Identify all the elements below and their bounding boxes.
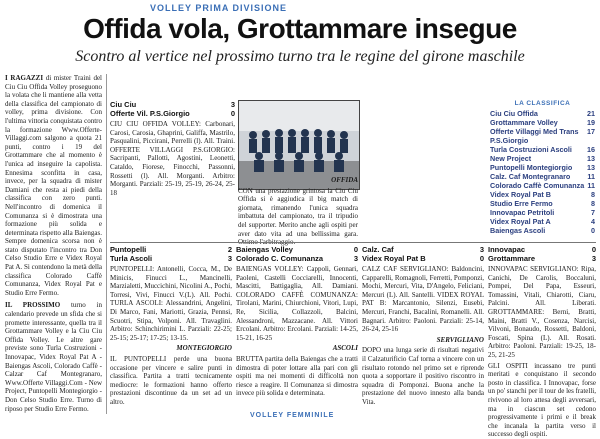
standings-points: 7 [591,208,595,217]
away-score: 3 [353,254,358,263]
standings-team: Offerte Villaggi Med Trans P.S.Giorgio [490,127,579,145]
match-box-calz [362,245,484,415]
home-team: Innovapac [488,245,526,254]
match-teams [110,100,235,118]
standings-points: 8 [591,190,595,199]
standings-points: 13 [587,154,595,163]
match-comment: CON una prestazione grintosa la Ciu Ciu Offida si è aggiudica il big match di giornata, rimanendo l'unica squadra imbattuta del campionato, tra il tripudio del supporter. Merito anche agli ospiti per aver dato vita ad una bellissima gara. [238,186,358,238]
standings-row [490,208,595,217]
location-tag: OFFIDA [331,176,358,184]
location-tag: SERVIGLIANO [436,335,484,344]
away-team: Videx Royal Pat B [362,254,426,263]
match-box-innovapac [488,245,596,439]
standings-points: 16 [587,145,595,154]
home-team: Baiengas Volley [236,245,293,254]
offida-note-box [238,174,358,240]
standings-team: Colorado Caffè Comunanza [490,181,585,190]
match-teams [488,245,596,263]
standings-row [490,154,595,163]
footer-section-label: VOLLEY FEMMINILE [250,412,335,419]
standings-team: Grottammare Volley [490,118,558,127]
match-teams [110,245,232,263]
standings-row [490,181,595,190]
match-report: PUNTOPELLI: Antonelli, Cocca, M., De Minicis, Finucci L., Mancinelli, Marzialetti, Muccichini, Nicolini A., Pochi, Torresi, Vivi, Finucci V.(L). All. Pochi. TURLA ASCOLI: Alessandrini, Angelini, Di Marco, Fani, Mariotti, Grazia, Pennsi, Scuotri, Stipa, Volponi. All. Travaglini. Arbitro: Schinchirimini L. Parziali: 22-25; 25-15; 25-17; 17-25; 13-15. [110,265,232,342]
away-score: 0 [479,254,484,263]
standings-team: Ciu Ciu Offida [490,109,538,118]
paragraph [5,301,102,413]
standings-row [490,217,595,226]
standings-team: Studio Erre Fermo [490,199,553,208]
paragraph-text: turno in calendario prevede un sfida che si promette interessante, quella tra il Grottammare Volley e la Ciu Ciu Offida Volley. Le altre gare previste sono Turla Costruzioni - Innovapac, Videx Royal Pat A - Baiengas Ascoli, Colorado Caffè - Calzar Caf Montegranaro, Www.Offerte Villaggi.Com - New Project, Puntopelli Montegiorgio - Don Celso Studio Erre. Turno di riposo per Studio Erre Fermo. [5,301,102,413]
home-team: Calz. Caf [362,245,394,254]
match-comment: IL PUNTOPELLI perde una buona occasione per vincere e salire punti in classifica. Partita a tratti tecnicamente mediocre: le formazioni hanno offerto prestazioni discontinue da un set ad un altro. [110,354,232,406]
away-score: 0 [230,109,235,118]
away-score: 3 [591,254,596,263]
paragraph-lead: I RAGAZZI [5,74,44,82]
standings-team: Videx Royal Pat A [490,217,551,226]
away-team: Turla Ascoli [110,254,153,263]
standings-row [490,199,595,208]
home-score: 0 [353,245,358,254]
match-teams [236,245,358,263]
column-divider [106,74,107,414]
standings-team: New Project [490,154,532,163]
standings-row [490,145,595,154]
standings-title: LA CLASSIFICA [514,100,571,107]
standings-points: 13 [587,163,595,172]
standings-points: 11 [587,172,595,181]
paragraph-text: di mister Traini del Ciu Ciu Offida Volley proseguono la volata che li mantiene alla vetta della classifica del campionato di volley, prima divisione. Con l'ultima vittoria conquistata contro la formazione Www.Offerte-Villaggi.com salgono a quota 21 punti, contro i 19 del Grottammare che al momento è l'unica ad inseguire la capolista. Ennesima sconfitta in casa, invece, per la squadra di mister Damiani che resta ai piedi della classifica con zero punti. Nell'incontro di domenica il Comunanza si è dimostrata una formazione più solida e determinata rispetto alla Baiengas. Sempre domenica scorsa non è stato disputato l'incontro tra Don Celso Studio Erre e Videx Royal Pat A. Si contendono la metà della classifica Colorado Caffè Comunanza, Videx Royal Pat e Studio Erre Fermo. [5,74,102,297]
home-score: 2 [227,245,232,254]
subheadline: Scontro al vertice nel prossimo turno tra le regine del girone maschile [75,48,525,65]
match-comment: GLI OSPITI incassano tre punti meritati e conquistano il secondo posto in classifica. I Innovapac, forse un po' stanchi per il tour de les fratelli, rivivono al loro attesa degli avversari, ma in ciascun set cedono progressivamente i primi e il break che incanala la partita verso il successo degli ospiti. [488,361,596,439]
standings-points: 0 [591,226,595,235]
away-team: Offerte Vil. P.S.Giorgio [110,109,190,118]
standings-row [490,226,595,235]
away-team: Colorado C. Comunanza [236,254,324,263]
standings-row [490,109,595,118]
paragraph-lead: IL PROSSIMO [5,301,61,310]
standings-team: Innovapac Petritoli [490,208,555,217]
home-score: 3 [230,100,235,109]
standings-table [490,100,595,240]
match-comment: DOPO una lunga serie di risultati negativi il Calzaturificio Caf torna a vincere con un risultato rotondo nel primo set e riprende quota a sopportare il positivo riscontro in squadra di Pomponzi. Buona anche la prestazione del nuovo innesto alla banda Vita. [362,346,484,406]
standings-team: Baiengas Ascoli [490,226,546,235]
headline: Offida vola, Grottammare insegue [83,13,517,44]
away-team: Grottammare [488,254,536,263]
standings-team: Calz. Caf Montegranaro [490,172,571,181]
article-left-column [5,74,102,416]
standings-team: Videx Royal Pat B [490,190,551,199]
match-report: INNOVAPAC SERVIGLIANO: Ripa, Canichi, De Carolis, Boccaluni, Pompei, Del Papa, Esseuri, Tomassini, Vitali, Chiarotti, Ciaru, Palcini. All. Liberati. GROTTAMMARE: Berni, Bratti, Maini, Bratti V., Cosenza, Narcisi, Vilvoni, Bonaudo, Rossetti, Baldoni, Foscati, Spina (L). All. Rosati. Arbitro: Paoloni. Parziali: 19-25, 18-25, 21-25 [488,265,596,359]
standings-points: 4 [591,217,595,226]
match-box-puntopelli [110,245,232,415]
section-label: VOLLEY PRIMA DIVISIONE [150,3,288,13]
standings-team: Puntopelli Montegiorgio [490,163,573,172]
standings-row [490,163,595,172]
match-report: CALZ CAF SERVIGLIANO: Baldoncini, Capparelli, Romagnoli, Ferretti, Pomponzi, Mochi, Mercuri, Vita, D'Angelo, Feliciani, Mercuri (L). All. Santelli. VIDEX ROYAL PAT B: Marcantonio, Silenzi, Eusebi, Mercuri, Franchi, Bacalini, Romanelli. All. Bagnari. Arbitro: Paoloni. Parziali: 25-14, 26-24, 25-16 [362,265,484,334]
match-report: CIU CIU OFFIDA VOLLEY: Carbonari, Carosi, Carosia, Ghaprini, Galiffa, Mastrilo, Pasqualini, Piccirani, Perrelli (l). All. Traini. OFFERTE VILLAGGI P.S.GIORGIO: Sacripanti, Pallotti, Agostini, Leonetti, Cataldo, Fiorese, Finocchi, Passonni, Rossetti (l). All. Morganti. Arbitro: Morganti. Parziali: 25-19, 25-19, 26-24, 25-18 [110,120,235,197]
standings-row [490,127,595,145]
standings-row [490,190,595,199]
match-teams [362,245,484,263]
standings-points: 17 [587,127,595,136]
home-score: 0 [591,245,596,254]
standings-row [490,118,595,127]
match-comment: BRUTTA partita della Baiengas che a tratti dimostra di poter lottare alla pari con gli ospiti ma nei momenti di difficoltà non riesce a reagire. Il Comunanza si dimostra invece più solida e determinata. [236,354,358,398]
standings-row [490,172,595,181]
standings-points: 21 [587,109,595,118]
standings-points: 11 [587,181,595,190]
row-divider [110,242,596,243]
location-tag: ASCOLI [332,344,358,353]
match-box-ciuciu [110,100,235,235]
standings-team: Turla Costruzioni Ascoli [490,145,572,154]
away-score: 3 [227,254,232,263]
location-tag: MONTEGIORGIO [176,344,232,353]
match-report: BAIENGAS VOLLEY: Cappoli, Gennari, Paoleni, Castelli Cocciarelli, Innocenti, Mascitti, Battigaglia, All. Damiani. COLORADO CAFFÈ COMUNANZA: Tirolani, Marini, Chiurchioni, Vitori, Lupi, Re, Sicilia, Collazzoli, Balcini, Alessandroni, Mazzacane. All. Vittori Ercolani. Arbitro: Ercolani. Parziali: 14-25, 15-21, 16-25 [236,265,358,342]
standings-points: 8 [591,199,595,208]
paragraph [5,74,102,297]
standings-points: 19 [587,118,595,127]
match-box-baiengas [236,245,358,415]
home-team: Puntopelli [110,245,147,254]
home-team: Ciu Ciu [110,100,137,109]
home-score: 3 [479,245,484,254]
